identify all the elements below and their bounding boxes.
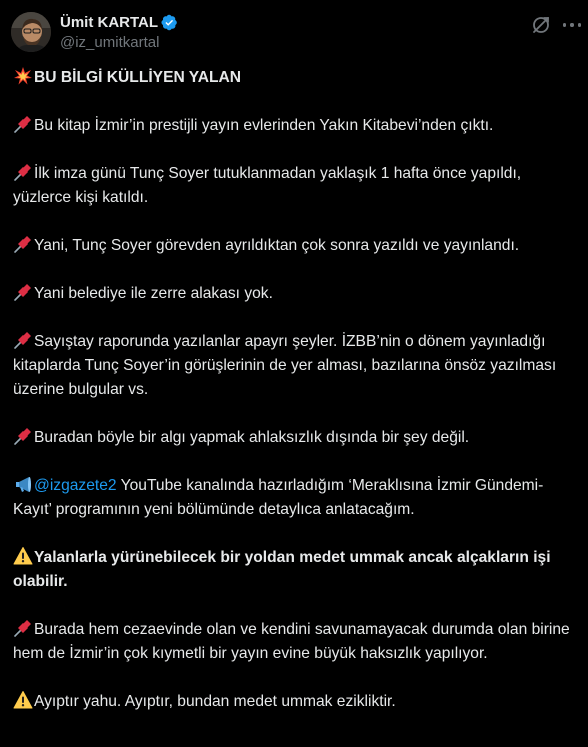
tweet-paragraph [13,546,579,594]
tweet-paragraph [13,618,579,666]
tweet-paragraph [13,690,579,714]
more-options-icon[interactable] [563,14,581,36]
pushpin-emoji [13,234,33,254]
avatar-photo [11,12,51,52]
tweet-paragraph [13,66,579,90]
tweet-line: Ayıptır yahu. Ayıptır, bundan medet ummak ezikliktir. [34,693,396,710]
tweet-line: Bu kitap İzmir’in prestijli yayın evlerinden Yakın Kitabevi’nden çıktı. [34,117,494,134]
mention-link[interactable]: @izgazete2 [34,477,117,494]
spacer [13,450,579,474]
more-dot [563,23,566,26]
tweet-line: Sayıştay raporunda yazılanlar apayrı şeyler. İZBB’nin o dönem yayınladığı kitaplarda Tunç Soyer’in görüşlerinin de yer alması, bazılarına önsöz yazılması üzerine bulgular vs. [13,333,557,398]
more-dot [570,23,573,26]
tweet-paragraph [13,426,579,450]
pushpin-emoji [13,282,33,302]
grok-icon[interactable] [530,14,552,36]
tweet-paragraph [13,282,579,306]
spacer [13,594,579,618]
spacer [13,666,579,690]
tweet-line: Buradan böyle bir algı yapmak ahlaksızlık dışında bir şey değil. [34,429,470,446]
verified-badge-icon [161,14,178,31]
tweet-line: Burada hem cezaevinde olan ve kendini savunamayacak durumda olan birine hem de İzmir’in çok kıymetli bir yayın evine büyük haksızlık yapılıyor. [13,621,570,662]
spacer [13,258,579,282]
spacer [13,210,579,234]
tweet-paragraph [13,114,579,138]
avatar[interactable] [11,12,51,52]
tweet-paragraph [13,234,579,258]
spacer [13,522,579,546]
tweet-header [0,0,588,62]
tweet-text [13,62,579,714]
spacer [13,402,579,426]
tweet-line: Yalanlarla yürünebilecek bir yoldan medet ummak ancak alçakların işi olabilir. [13,549,551,590]
tweet-line: Yani, Tunç Soyer görevden ayrıldıktan çok sonra yazıldı ve yayınlandı. [34,237,520,254]
pushpin-emoji [13,114,33,134]
author-name-row[interactable] [60,12,178,32]
tweet-paragraph [13,474,579,522]
spacer [13,90,579,114]
pushpin-emoji [13,426,33,446]
spacer [13,138,579,162]
more-dot [578,23,581,26]
tweet-line: Yani belediye ile zerre alakası yok. [34,285,273,302]
tweet-paragraph [13,162,579,210]
display-name[interactable]: Ümit KARTAL [60,13,159,31]
spacer [13,306,579,330]
warning-emoji [13,690,33,710]
warning-emoji [13,546,33,566]
tweet-line: YouTube kanalında hazırladığım ‘Meraklısına İzmir Gündemi-Kayıt’ programının yeni bölümünde detaylıca anlatacağım. [13,477,544,518]
tweet-paragraph [13,330,579,402]
pushpin-emoji [13,618,33,638]
author-handle[interactable]: @iz_umitkartal [60,34,160,51]
tweet-heading: BU BİLGİ KÜLLİYEN YALAN [34,69,242,86]
tweet-line: İlk imza günü Tunç Soyer tutuklanmadan yaklaşık 1 hafta önce yapıldı, yüzlerce kişi katıldı. [13,165,522,206]
pushpin-emoji [13,330,33,350]
collision-emoji [13,66,33,86]
megaphone-emoji [13,474,33,494]
pushpin-emoji [13,162,33,182]
